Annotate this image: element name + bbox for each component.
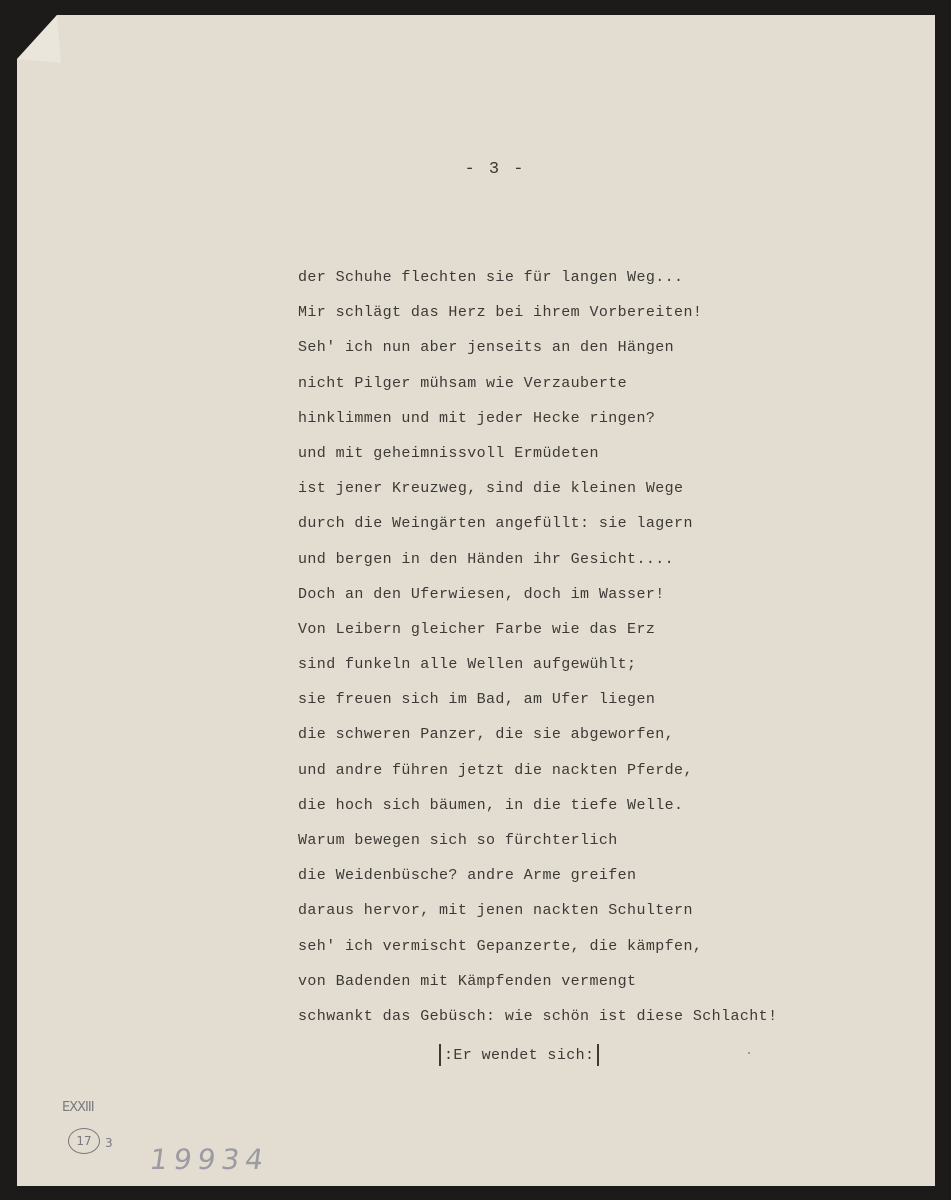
poem-line: daraus hervor, mit jenen nackten Schultern <box>298 902 693 920</box>
bracket-bar-left <box>439 1044 441 1066</box>
poem-line: nicht Pilger mühsam wie Verzauberte <box>298 374 628 392</box>
poem-line: sind funkeln alle Wellen aufgewühlt; <box>298 656 637 674</box>
poem-line: der Schuhe flechten sie für langen Weg... <box>298 269 684 286</box>
ink-speck <box>748 1052 750 1054</box>
poem-line: Von Leibern gleicher Farbe wie das Erz <box>298 620 656 638</box>
poem-line: Warum bewegen sich so fürchterlich <box>298 832 618 849</box>
poem-text <box>298 268 858 1042</box>
poem-line: Mir schlägt das Herz bei ihrem Vorbereiten! <box>298 304 703 322</box>
page-number: - 3 - <box>464 160 526 179</box>
poem-line: seh' ich vermischt Gepanzerte, die kämpfen, <box>298 937 703 955</box>
poem-line: die hoch sich bäumen, in die tiefe Welle. <box>298 796 684 814</box>
archive-code: EXXIII <box>62 1100 94 1115</box>
bracket-bar-right <box>597 1044 599 1066</box>
inventory-number: 19934 <box>147 1143 272 1176</box>
poem-line: schwankt das Gebüsch: wie schön ist diese Schlacht! <box>298 1007 778 1025</box>
poem-line: und andre führen jetzt die nackten Pferde, <box>298 761 693 779</box>
poem-line: Seh' ich nun aber jenseits an den Hängen <box>298 339 675 357</box>
archive-circled-number: 17 <box>68 1128 100 1154</box>
poem-line: die Weidenbüsche? andre Arme greifen <box>298 867 637 885</box>
archive-suffix: 3 <box>105 1136 113 1150</box>
poem-line: hinklimmen und mit jeder Hecke ringen? <box>298 409 656 427</box>
poem-line: sie freuen sich im Bad, am Ufer liegen <box>298 691 656 709</box>
stage-direction-text: :Er wendet sich: <box>444 1046 595 1064</box>
poem-line: und mit geheimnissvoll Ermüdeten <box>298 444 599 462</box>
poem-line: die schweren Panzer, die sie abgeworfen, <box>298 726 675 744</box>
poem-line: von Badenden mit Kämpfenden vermengt <box>298 972 637 990</box>
poem-line: durch die Weingärten angefüllt: sie lagern <box>298 515 693 533</box>
poem-line: ist jener Kreuzweg, sind die kleinen Wege <box>298 480 684 498</box>
poem-line: Doch an den Uferwiesen, doch im Wasser! <box>298 585 665 603</box>
stage-direction <box>436 1044 602 1066</box>
poem-line: und bergen in den Händen ihr Gesicht.... <box>298 550 675 568</box>
